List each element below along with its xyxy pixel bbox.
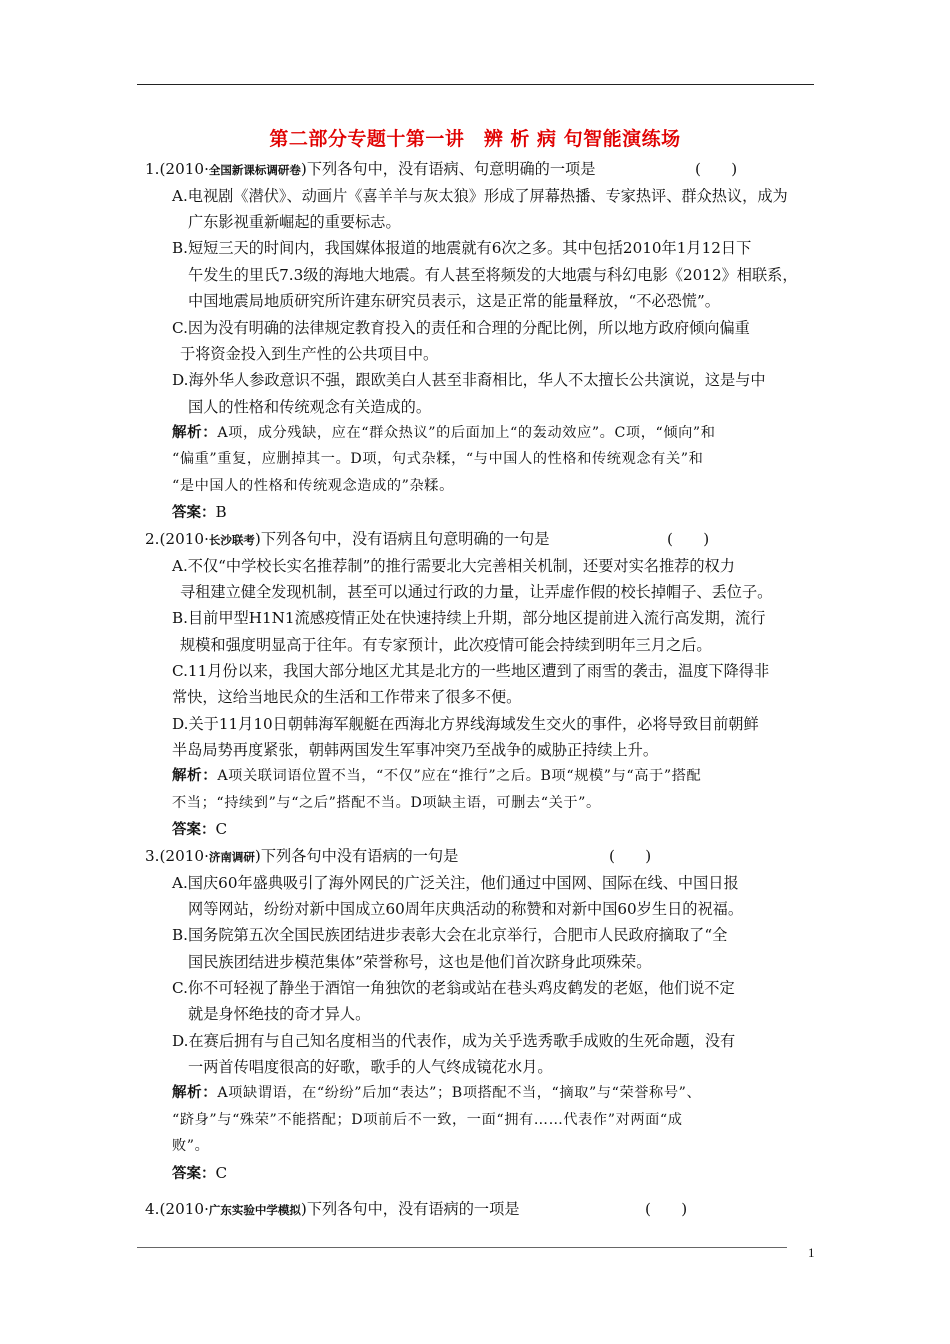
option-c-line-1: C.你不可轻视了静坐于酒馆一角独饮的老翁或站在巷头鸡皮鹤发的老妪，他们说不定: [172, 979, 735, 997]
question-source: 济南调研: [208, 850, 255, 864]
text-segment: )下列各句中，没有语病、句意明确的一项是: [300, 160, 596, 178]
analysis-line-2: 不当；“持续到”与“之后”搭配不当。D项缺主语，可删去“关于”。: [172, 795, 601, 811]
option-a-line-1: A.电视剧《潜伏》、动画片《喜羊羊与灰太狼》形成了屏幕热播、专家热评、群众热议，成为: [172, 187, 788, 205]
option-c-line-2: 于将资金投入到生产性的公共项目中。: [180, 345, 439, 363]
option-d-line-1: D.关于11月10日朝韩海军舰艇在西海北方界线海域发生交火的事件，必将导致目前朝鲜: [172, 715, 759, 733]
text-segment: B: [215, 503, 227, 521]
text-segment: 答案：: [172, 822, 216, 838]
question-1-stem: [145, 159, 738, 180]
text-segment: A项关联词语位置不当，“不仅”应在“推行”之后。B项“规模”与“高于”搭配: [217, 768, 702, 784]
text-segment: 4.(2010·: [145, 1200, 209, 1218]
analysis-line-1: [172, 1083, 701, 1103]
option-c-line-2: 常快，这给当地民众的生活和工作带来了很多不便。: [172, 688, 522, 706]
option-d-line-2: 一两首传唱度很高的好歌，歌手的人气终成镜花水月。: [188, 1058, 553, 1076]
text-segment: )下列各句中，没有语病的一项是: [300, 1200, 520, 1218]
option-b-line-3: 中国地震局地质研究所许建东研究员表示，这是正常的能量释放，“不必恐慌”。: [188, 292, 720, 310]
analysis-line-3: “是中国人的性格和传统观念造成的”杂糅。: [172, 478, 454, 494]
text-segment: A项缺谓语，在“纷纷”后加“表达”；B项搭配不当，“摘取”与“荣誉称号”、: [217, 1085, 702, 1101]
text-segment: 3.(2010·: [145, 847, 209, 865]
answer: [172, 819, 227, 840]
analysis-line-2: “偏重”重复，应删掉其一。D项，句式杂糅，“与中国人的性格和传统观念有关”和: [172, 451, 704, 467]
text-segment: 2.(2010·: [145, 530, 209, 548]
option-a-line-2: 广东影视重新崛起的重要标志。: [188, 213, 401, 231]
option-b-line-2: 午发生的里氏7.3级的海地大地震。有人甚至将频发的大地震与科幻电影《2012》相联系，: [188, 266, 798, 284]
answer: [172, 502, 227, 523]
option-b-line-2: 国民族团结进步模范集体”荣誉称号，这也是他们首次跻身此项殊荣。: [188, 953, 652, 971]
option-b-line-1: B.目前甲型H1N1流感疫情正处在快速持续上升期，部分地区提前进入流行高发期，流行: [172, 609, 766, 627]
option-d-line-1: D.在赛后拥有与自己知名度相当的代表作，成为关乎选秀歌手成败的生死命题，没有: [172, 1032, 736, 1050]
text-segment: ( ): [695, 160, 738, 178]
option-d-line-2: 国人的性格和传统观念有关造成的。: [188, 398, 431, 416]
text-segment: A项，成分残缺，应在“群众热议”的后面加上“的轰动效应”。C项，“倾向”和: [217, 425, 716, 441]
option-d-line-2: 半岛局势再度紧张，朝韩两国发生军事冲突乃至战争的威胁正持续上升。: [172, 741, 658, 759]
question-3-stem: [145, 846, 652, 867]
page-title: 第二部分专题十第一讲 辨 析 病 句智能演练场: [269, 128, 681, 150]
text-segment: ( ): [645, 1200, 688, 1218]
analysis-line-1: [172, 766, 701, 786]
answer: [172, 1163, 227, 1184]
option-a-line-1: A.不仅“中学校长实名推荐制”的推行需要北大完善相关机制，还要对实名推荐的权力: [172, 557, 735, 575]
question-4-stem: [145, 1199, 688, 1220]
question-source: 广东实验中学模拟: [208, 1203, 301, 1217]
option-a-line-2: 寻租建立健全发现机制，甚至可以通过行政的力量，让弄虚作假的校长掉帽子、丢位子。: [180, 583, 773, 601]
text-segment: 解析：: [172, 768, 218, 784]
analysis-line-3: 败”。: [172, 1138, 210, 1154]
question-source: 长沙联考: [208, 533, 255, 547]
option-c-line-1: C.因为没有明确的法律规定教育投入的责任和合理的分配比例，所以地方政府倾向偏重: [172, 319, 750, 337]
option-b-line-1: B.短短三天的时间内，我国媒体报道的地震就有6次之多。其中包括2010年1月12日下: [172, 239, 752, 257]
analysis-line-1: [172, 423, 716, 443]
text-segment: 解析：: [172, 425, 218, 441]
text-segment: )下列各句中没有语病的一句是: [254, 847, 459, 865]
footer-rule: [137, 1247, 787, 1248]
text-segment: C: [215, 820, 228, 838]
text-segment: 答案：: [172, 1166, 216, 1182]
text-segment: )下列各句中，没有语病且句意明确的一句是: [254, 530, 550, 548]
option-c-line-1: C.11月份以来，我国大部分地区尤其是北方的一些地区遭到了雨雪的袭击，温度下降得非: [172, 662, 770, 680]
question-source: 全国新课标调研卷: [208, 163, 301, 177]
text-segment: ( ): [667, 530, 710, 548]
option-b-line-2: 规模和强度明显高于往年。有专家预计，此次疫情可能会持续到明年三月之后。: [180, 636, 712, 654]
question-2-stem: [145, 529, 710, 550]
text-segment: 解析：: [172, 1085, 218, 1101]
option-a-line-1: A.国庆60年盛典吸引了海外网民的广泛关注，他们通过中国网、国际在线、中国日报: [172, 874, 739, 892]
text-segment: 1.(2010·: [145, 160, 209, 178]
option-d-line-1: D.海外华人参政意识不强，跟欧美白人甚至非裔相比，华人不太擅长公共演说，这是与中: [172, 371, 766, 389]
page-number: 1: [808, 1245, 815, 1260]
option-b-line-1: B.国务院第五次全国民族团结进步表彰大会在北京举行，合肥市人民政府摘取了“全: [172, 926, 728, 944]
text-segment: ( ): [609, 847, 652, 865]
text-segment: 答案：: [172, 505, 216, 521]
header-rule: [137, 84, 814, 85]
option-c-line-2: 就是身怀绝技的奇才异人。: [188, 1005, 371, 1023]
analysis-line-2: “跻身”与“殊荣”不能搭配；D项前后不一致，一面“拥有……代表作”对两面“成: [172, 1112, 683, 1128]
option-a-line-2: 网等网站，纷纷对新中国成立60周年庆典活动的称赞和对新中国60岁生日的祝福。: [188, 900, 744, 918]
text-segment: C: [215, 1164, 228, 1182]
